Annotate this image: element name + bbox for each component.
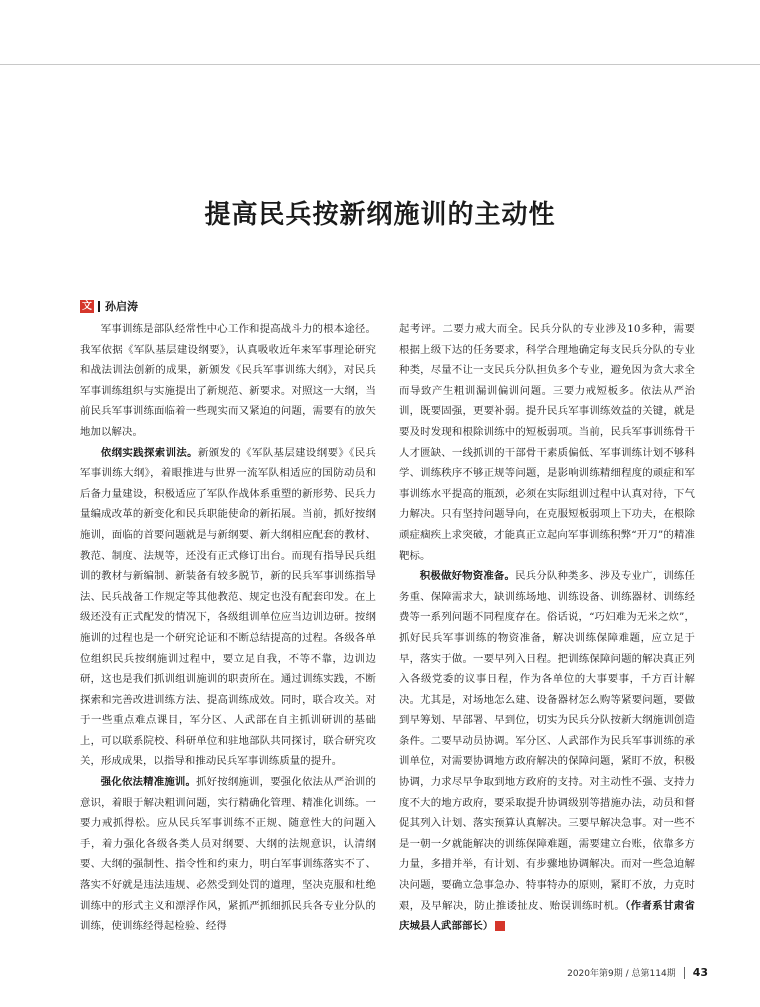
paragraph xyxy=(80,772,376,937)
paragraph-text: 新颁发的《军队基层建设纲要》《民兵军事训练大纲》，着眼推进与世界一流军队相适应的国防动员和后备力量建设，积极适应了军队作战体系重塑的新形势、民兵力量编成改革的新变化和民兵职能使命的新拓展。当前，抓好按纲施训，面临的首要问题就是与新纲要、新大纲相应配套的教材、教范、制度、法规等，还没有正式修订出台。而现有指导民兵组训的教材与新编制、新装备有较多脱节，新的民兵军事训练指导法、民兵战备工作规定等其他教范、规定也没有配套印发。在上级还没有正式配发的情况下，各级组训单位应当边训边研。按纲施训的过程也是一个研究论证和不断总结提高的过程。各级各单位组织民兵按纲施训过程中，要立足自我，不等不靠，边训边研，这也是我们抓训组训施训的职责所在。通过训练实践，不断探索和完善改进训练方法、提高训练成效。同时，联合攻关。对于一些重点难点课目，军分区、人武部在自主抓训研训的基础上，可以联系院校、科研单位和驻地部队共同探讨，联合研究攻关，形成成果，以指导和推动民兵军事训练质量的提升。 xyxy=(80,446,376,768)
paragraph xyxy=(80,443,376,773)
paragraph-text: 军事训练是部队经常性中心工作和提高战斗力的根本途径。我军依据《军队基层建设纲要》，认真吸收近年来军事理论研究和战法训法创新的成果，新颁发《民兵军事训练大纲》，对民兵军事训练组织与实施提出了新规范、新要求。对照这一大纲，当前民兵军事训练面临着一些现实而又紧迫的问题，需要有的放矢地加以解决。 xyxy=(80,323,376,438)
author-signature: （作者系甘肃省庆城县人武部部长） xyxy=(399,899,695,933)
paragraph-text: 抓好按纲施训，要强化依法从严治训的意识，着眼于解决粗训问题，实行精确化管理、精准化训练。一要力戒抓得松。应从民兵军事训练不正规、随意性大的问题入手，着力强化各级各类人员对纲要、大纲的法规意识，认清纲要、大纲的强制性、指令性和约束力，明白军事训练落实不了、落实不好就是违法违规、必然受到处罚的道理，坚决克服和杜绝训练中的形式主义和漂浮作风，紧抓严抓细抓民兵各专业分队的训练，使训练经得起检验、经得 xyxy=(80,776,376,933)
author-name: 孙启涛 xyxy=(105,300,138,313)
page-footer xyxy=(567,966,708,979)
issue-info: 2020年第9期 / 总第114期 xyxy=(567,969,676,979)
header-rule xyxy=(0,64,760,65)
paragraph xyxy=(399,566,695,937)
paragraph-lead: 积极做好物资准备。 xyxy=(419,570,516,583)
article-title: 提高民兵按新纲施训的主动性 xyxy=(204,200,556,230)
paragraph-text: 起考评。二要力戒大而全。民兵分队的专业涉及10多种，需要根据上级下达的任务要求，科学合理地确定每支民兵分队的专业种类，尽量不让一支民兵分队担负多个专业，避免因为贪大求全而导致产生粗训漏训偏训问题。三要力戒短板多。依法从严治训，既要固强，更要补弱。提升民兵军事训练效益的关键，就是要及时发现和根除训练中的短板弱项。当前，民兵军事训练骨干人才匮缺、一线抓训的干部骨干素质偏低、军事训练计划不够科学、训练秩序不够正规等问题，是影响训练精细程度的顽症和军事训练水平提高的瓶颈，必须在实际组训过程中认真对待，下气力解决。只有坚持问题导向，在克服短板弱项上下功夫，在根除顽症痼疾上求突破，才能真正立起向军事训练积弊“开刀”的精准靶标。 xyxy=(399,323,695,562)
paragraph xyxy=(80,319,376,443)
end-mark-icon: G xyxy=(495,921,505,931)
author-tag: 文 xyxy=(82,300,92,312)
page-number: 43 xyxy=(692,966,708,979)
paragraph-lead: 强化依法精准施训。 xyxy=(100,776,197,789)
byline xyxy=(80,298,138,314)
paragraph-lead: 依纲实践探索训法。 xyxy=(100,446,198,459)
footer-divider xyxy=(684,967,685,979)
left-column xyxy=(80,319,376,937)
paragraph xyxy=(399,319,695,566)
paragraph-text: 民兵分队种类多、涉及专业广，训练任务重、保障需求大，缺训练场地、训练设备、训练器材、训练经费等一系列问题不同程度存在。俗话说，“巧妇难为无米之炊”，抓好民兵军事训练的物资准备，解决训练保障难题，应立足于早，落实于做。一要早列入日程。把训练保障问题的解决真正列入各级党委的议事日程，作为各单位的大事要事，千方百计解决。尤其是，对场地怎么建、设备器材怎么购等紧要问题，要做到早筹划、早部署、早到位，切实为民兵分队按新大纲施训创造条件。二要早动员协调。军分区、人武部作为民兵军事训练的承训单位，对需要协调地方政府解决的保障问题，紧盯不放，积极协调，力求尽早争取到地方政府的支持。对主动性不强、支持力度不大的地方政府，要采取提升协调级别等措施办法，动员和督促其列入计划、落实预算认真解决。三要早解决急事。对一些不是一朝一夕就能解决的训练保障难题，需要建立台账，依靠多方力量，多措并举，有计划、有步骤地协调解决。而对一些急迫解决问题，要确立急事急办、特事特办的原则，紧盯不放，力克时艰，及早解决，防止推诿扯皮、贻误训练时机。 xyxy=(399,570,695,912)
right-column xyxy=(399,319,695,937)
byline-divider xyxy=(98,301,100,312)
